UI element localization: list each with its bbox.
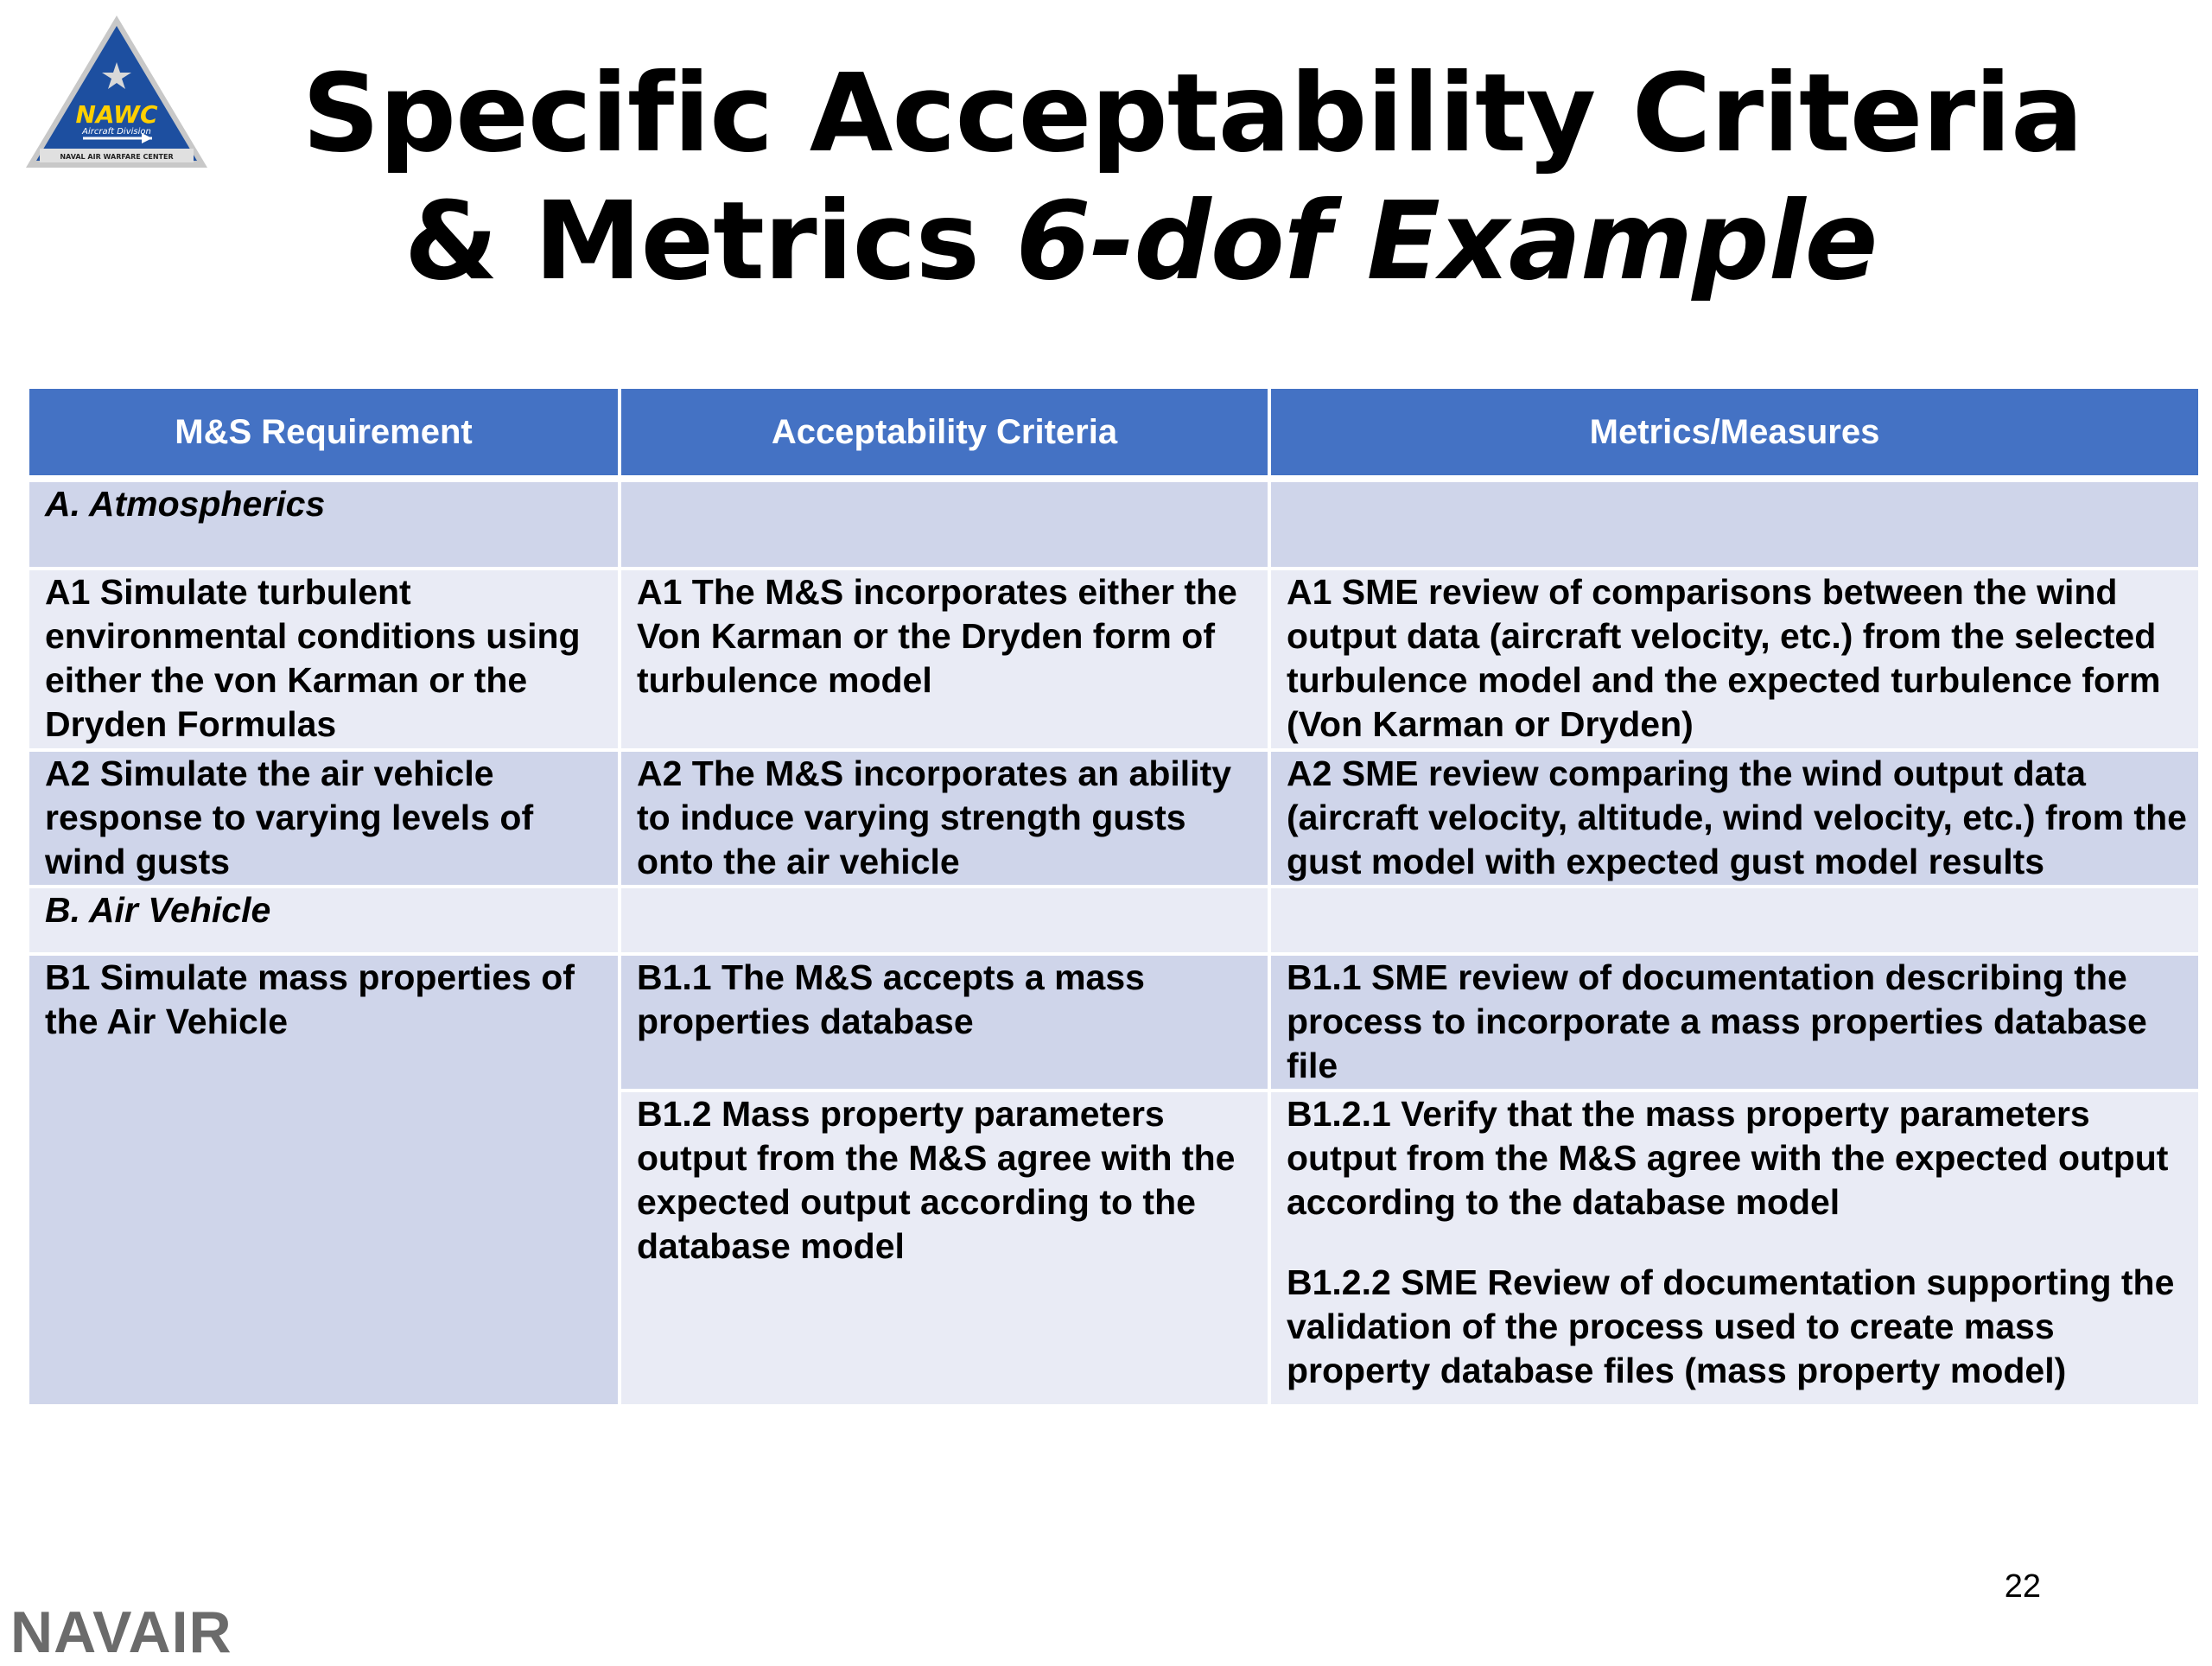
- logo-center: NAVAL AIR WARFARE CENTER: [60, 153, 174, 161]
- cell-metrics-a1: A1 SME review of comparisons between the wind output data (aircraft velocity, etc.) from the selected turbulence model and the expected turbulence form (Von Karman or Dryden): [1271, 570, 2198, 752]
- cell-metrics-a2: A2 SME review comparing the wind output data (aircraft velocity, altitude, wind velocity, etc.) from the gust model with expected gust model results: [1271, 752, 2198, 888]
- empty-cell: [621, 482, 1271, 570]
- cell-requirement-a1: A1 Simulate turbulent environmental conditions using either the von Karman or the Dryden Formulas: [29, 570, 621, 752]
- header-metrics: Metrics/Measures: [1271, 389, 2198, 482]
- criteria-table: [29, 389, 2198, 1408]
- metrics-b1-2-1: B1.2.1 Verify that the mass property parameters output from the M&S agree with the expected output according to the database model: [1287, 1094, 2169, 1222]
- empty-cell: [1271, 482, 2198, 570]
- logo-name: NAWC: [75, 100, 158, 129]
- header-requirement: M&S Requirement: [29, 389, 621, 482]
- title-line-2: [0, 178, 2212, 306]
- metrics-b1-2-2: B1.2.2 SME Review of documentation supporting the validation of the process used to create mass property database files (mass property model): [1287, 1262, 2175, 1390]
- section-row-air-vehicle: [29, 888, 2198, 956]
- section-label-air-vehicle: B. Air Vehicle: [29, 888, 621, 956]
- table-row-b1-1: [29, 956, 2198, 1092]
- cell-criteria-b1-1: B1.1 The M&S accepts a mass properties database: [621, 956, 1271, 1092]
- empty-cell: [1271, 888, 2198, 956]
- title-line-2-italic: 6-dof Example: [1015, 179, 1878, 304]
- cell-requirement-b1: B1 Simulate mass properties of the Air Vehicle: [29, 956, 621, 1408]
- header-criteria: Acceptability Criteria: [621, 389, 1271, 482]
- cell-metrics-b1-1: B1.1 SME review of documentation describing the process to incorporate a mass properties database file: [1271, 956, 2198, 1092]
- table-header-row: [29, 389, 2198, 482]
- slide-title: [0, 50, 2212, 306]
- title-line-2-prefix: & Metrics: [404, 179, 1016, 304]
- cell-criteria-b1-2: B1.2 Mass property parameters output from the M&S agree with the expected output according to the database model: [621, 1092, 1271, 1408]
- empty-cell: [621, 888, 1271, 956]
- cell-metrics-b1-2: [1271, 1092, 2198, 1408]
- cell-criteria-a1: A1 The M&S incorporates either the Von Karman or the Dryden form of turbulence model: [621, 570, 1271, 752]
- title-line-1: Specific Acceptability Criteria: [302, 51, 2083, 176]
- table-row-a2: [29, 752, 2198, 888]
- cell-requirement-a2: A2 Simulate the air vehicle response to varying levels of wind gusts: [29, 752, 621, 888]
- section-row-atmospherics: [29, 482, 2198, 570]
- cell-criteria-a2: A2 The M&S incorporates an ability to induce varying strength gusts onto the air vehicle: [621, 752, 1271, 888]
- table-row-a1: [29, 570, 2198, 752]
- logo-division: Aircraft Division: [82, 127, 151, 137]
- navair-wordmark: NAVAIR: [10, 1599, 232, 1665]
- page-number: 22: [2004, 1568, 2041, 1605]
- section-label-atmospherics: A. Atmospherics: [29, 482, 621, 570]
